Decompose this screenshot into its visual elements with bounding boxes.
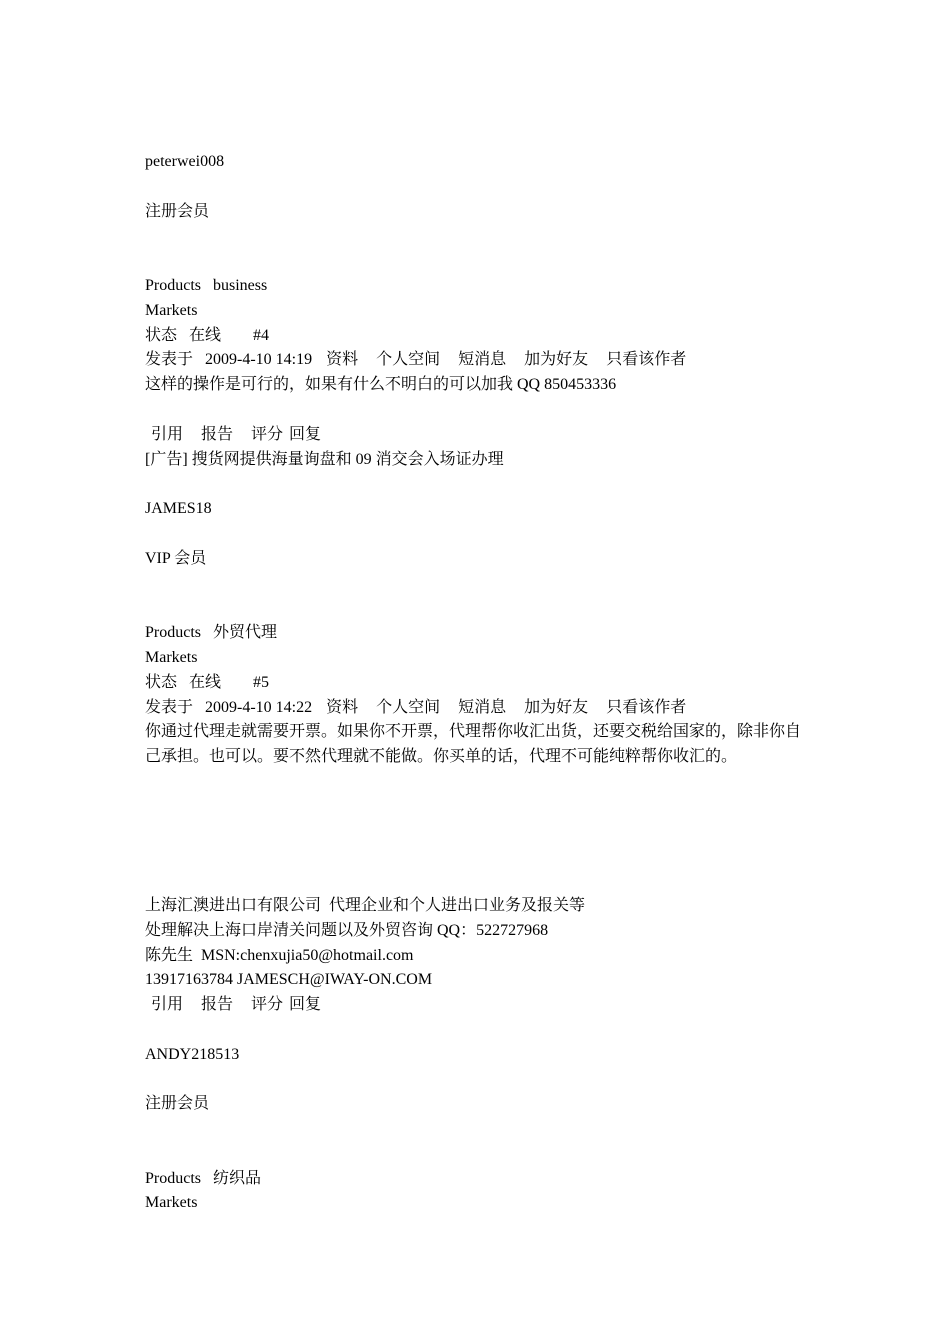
profile-link[interactable]: 资料 (326, 698, 359, 716)
products-line (145, 1167, 825, 1192)
products-value: 纺织品 (213, 1169, 262, 1187)
quote-button[interactable]: 引用 (151, 425, 184, 443)
post-number[interactable]: #5 (253, 673, 270, 691)
post (145, 497, 825, 1018)
reply-button[interactable]: 回复 (289, 996, 322, 1014)
personal-space-link[interactable]: 个人空间 (376, 351, 441, 369)
add-friend-link[interactable]: 加为好友 (524, 698, 589, 716)
post-actions (145, 993, 825, 1018)
report-button[interactable]: 报告 (201, 425, 234, 443)
only-author-link[interactable]: 只看该作者 (606, 698, 687, 716)
posted-time: 2009-4-10 14:22 (205, 698, 313, 716)
rate-button[interactable]: 评分 (251, 425, 284, 443)
markets-label: Markets (145, 648, 198, 666)
message-link[interactable]: 短消息 (458, 351, 507, 369)
add-friend-link[interactable]: 加为好友 (524, 351, 589, 369)
member-level: 注册会员 (145, 1095, 210, 1113)
post-actions (145, 423, 825, 448)
status-line (145, 671, 825, 696)
signature-line: 陈先生 MSN:chenxujia50@hotmail.com (145, 946, 414, 964)
status-value: 在线 (189, 326, 222, 344)
report-button[interactable]: 报告 (201, 996, 234, 1014)
status-label: 状态 (145, 326, 178, 344)
posted-time: 2009-4-10 14:19 (205, 351, 313, 369)
quote-button[interactable]: 引用 (151, 996, 184, 1014)
only-author-link[interactable]: 只看该作者 (606, 351, 687, 369)
rate-button[interactable]: 评分 (251, 996, 284, 1014)
forum-thread (145, 150, 825, 1216)
products-label: Products (145, 276, 201, 294)
markets-label: Markets (145, 1194, 198, 1212)
post-meta (145, 696, 825, 721)
posted-label: 发表于 (145, 698, 194, 716)
signature-line: 处理解决上海口岸清关问题以及外贸咨询 QQ：522727968 (145, 921, 549, 939)
products-line (145, 274, 825, 299)
products-value: business (213, 276, 268, 294)
signature (145, 894, 825, 993)
member-level: 注册会员 (145, 202, 210, 220)
products-label: Products (145, 624, 201, 642)
reply-button[interactable]: 回复 (289, 425, 322, 443)
posted-label: 发表于 (145, 351, 194, 369)
personal-space-link[interactable]: 个人空间 (376, 698, 441, 716)
markets-label: Markets (145, 301, 198, 319)
member-level: VIP 会员 (145, 549, 207, 567)
products-label: Products (145, 1169, 201, 1187)
post-number[interactable]: #4 (253, 326, 270, 344)
ad-link[interactable]: [广告] 搜货网提供海量询盘和 09 消交会入场证办理 (145, 450, 504, 468)
profile-link[interactable]: 资料 (326, 351, 359, 369)
signature-line: 上海汇澳进出口有限公司 代理企业和个人进出口业务及报关等 (145, 896, 586, 914)
products-line (145, 621, 825, 646)
status-value: 在线 (189, 673, 222, 691)
products-value: 外贸代理 (213, 624, 278, 642)
username[interactable]: ANDY218513 (145, 1045, 240, 1063)
status-label: 状态 (145, 673, 178, 691)
username[interactable]: JAMES18 (145, 500, 212, 518)
post (145, 1043, 825, 1217)
signature-line: 13917163784 JAMESCH@IWAY-ON.COM (145, 971, 433, 989)
post-body: 这样的操作是可行的，如果有什么不明白的可以加我 QQ 850453336 (145, 376, 617, 394)
post (145, 150, 825, 472)
username[interactable]: peterwei008 (145, 153, 225, 170)
post-body: 你通过代理走就需要开票。如果你不开票，代理帮你收汇出货，还要交税给国家的，除非你自己承担。也可以。要不然代理就不能做。你买单的话，代理不可能纯粹帮你收汇的。 (145, 723, 802, 766)
message-link[interactable]: 短消息 (458, 698, 507, 716)
status-line (145, 324, 825, 349)
post-meta (145, 348, 825, 373)
